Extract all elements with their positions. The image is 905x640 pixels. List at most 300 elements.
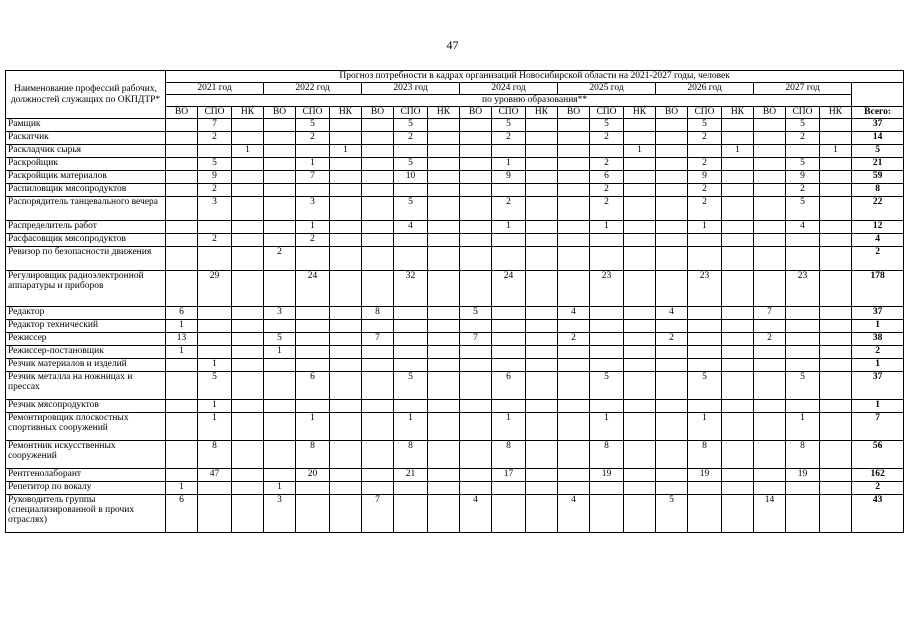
forecast-cell	[754, 441, 786, 469]
forecast-cell	[166, 171, 198, 184]
year-header: 2025 год	[558, 83, 656, 95]
forecast-cell	[362, 158, 394, 171]
forecast-cell	[624, 400, 656, 413]
forecast-cell	[330, 495, 362, 533]
forecast-cell	[428, 247, 460, 271]
forecast-cell	[296, 400, 330, 413]
forecast-cell	[264, 271, 296, 307]
forecast-cell	[362, 119, 394, 132]
forecast-cell	[460, 197, 492, 221]
forecast-cell	[492, 482, 526, 495]
profession-name: Раскладчик сырья	[6, 145, 166, 158]
profession-name: Резчик мясопродуктов	[6, 400, 166, 413]
forecast-cell	[394, 400, 428, 413]
forecast-cell	[264, 158, 296, 171]
forecast-cell	[656, 346, 688, 359]
forecast-cell	[526, 247, 558, 271]
level-header: ВО	[656, 107, 688, 119]
forecast-cell	[786, 320, 820, 333]
row-total: 5	[852, 145, 904, 158]
forecast-cell	[786, 145, 820, 158]
forecast-cell	[722, 359, 754, 372]
forecast-cell	[166, 234, 198, 247]
forecast-cell: 20	[296, 469, 330, 482]
forecast-cell	[232, 482, 264, 495]
forecast-cell: 1	[394, 413, 428, 441]
forecast-cell	[428, 197, 460, 221]
forecast-cell: 2	[198, 234, 232, 247]
forecast-cell: 1	[166, 320, 198, 333]
row-total: 21	[852, 158, 904, 171]
forecast-cell	[460, 372, 492, 400]
forecast-cell	[820, 247, 852, 271]
table-row	[6, 469, 904, 482]
forecast-cell: 1	[166, 346, 198, 359]
forecast-cell	[754, 221, 786, 234]
forecast-cell: 2	[296, 234, 330, 247]
forecast-cell	[754, 372, 786, 400]
forecast-cell	[330, 441, 362, 469]
table-title: Прогноз потребности в кадрах организаций Новосибирской области на 2021-2027 годы, человек	[166, 71, 904, 83]
year-header: 2026 год	[656, 83, 754, 95]
forecast-cell	[722, 234, 754, 247]
forecast-cell: 1	[330, 145, 362, 158]
forecast-cell	[232, 359, 264, 372]
forecast-cell	[820, 469, 852, 482]
forecast-cell	[166, 119, 198, 132]
forecast-cell	[820, 158, 852, 171]
forecast-cell	[264, 234, 296, 247]
forecast-cell	[624, 119, 656, 132]
table-row	[6, 197, 904, 221]
year-header: 2023 год	[362, 83, 460, 95]
level-header: ВО	[558, 107, 590, 119]
row-total: 2	[852, 247, 904, 271]
forecast-cell	[820, 372, 852, 400]
forecast-cell	[264, 119, 296, 132]
forecast-cell: 2	[198, 132, 232, 145]
forecast-cell	[722, 158, 754, 171]
forecast-cell	[460, 158, 492, 171]
forecast-cell	[526, 413, 558, 441]
forecast-cell	[232, 247, 264, 271]
forecast-cell: 5	[394, 158, 428, 171]
profession-name: Резчик металла на ножницах и прессах	[6, 372, 166, 400]
forecast-cell	[428, 234, 460, 247]
forecast-cell	[428, 132, 460, 145]
forecast-cell: 5	[656, 495, 688, 533]
forecast-cell	[656, 197, 688, 221]
profession-name: Регулировщик радиоэлектронной аппаратуры и приборов	[6, 271, 166, 307]
forecast-cell	[526, 145, 558, 158]
level-header: НК	[526, 107, 558, 119]
profession-name: Расфасовщик мясопродуктов	[6, 234, 166, 247]
forecast-cell: 8	[492, 441, 526, 469]
forecast-cell	[722, 271, 754, 307]
forecast-cell	[820, 413, 852, 441]
forecast-cell	[754, 132, 786, 145]
forecast-cell	[330, 372, 362, 400]
forecast-cell	[820, 482, 852, 495]
forecast-cell: 2	[590, 197, 624, 221]
forecast-cell	[656, 372, 688, 400]
profession-name: Рентгенолаборант	[6, 469, 166, 482]
forecast-cell: 21	[394, 469, 428, 482]
forecast-cell	[558, 132, 590, 145]
forecast-cell	[558, 197, 590, 221]
forecast-cell: 4	[460, 495, 492, 533]
table-row	[6, 158, 904, 171]
table-row	[6, 333, 904, 346]
profession-name: Ремонтник искусственных сооружений	[6, 441, 166, 469]
forecast-cell	[264, 320, 296, 333]
forecast-cell: 2	[590, 158, 624, 171]
forecast-cell	[624, 184, 656, 197]
forecast-cell: 1	[296, 221, 330, 234]
forecast-cell: 1	[624, 145, 656, 158]
forecast-cell	[624, 132, 656, 145]
forecast-cell: 2	[688, 132, 722, 145]
table-row	[6, 320, 904, 333]
forecast-cell	[688, 359, 722, 372]
forecast-cell: 1	[198, 359, 232, 372]
forecast-cell	[688, 495, 722, 533]
forecast-cell	[820, 271, 852, 307]
forecast-cell	[394, 234, 428, 247]
forecast-cell	[786, 495, 820, 533]
forecast-cell: 23	[786, 271, 820, 307]
forecast-cell	[558, 247, 590, 271]
forecast-cell	[232, 333, 264, 346]
forecast-cell	[296, 247, 330, 271]
forecast-cell: 1	[820, 145, 852, 158]
forecast-cell: 1	[492, 413, 526, 441]
forecast-cell	[428, 400, 460, 413]
forecast-cell	[820, 221, 852, 234]
forecast-cell: 4	[558, 495, 590, 533]
forecast-cell: 29	[198, 271, 232, 307]
forecast-cell	[656, 221, 688, 234]
row-total: 4	[852, 234, 904, 247]
forecast-cell: 6	[492, 372, 526, 400]
forecast-cell	[492, 346, 526, 359]
row-total: 12	[852, 221, 904, 234]
forecast-cell	[460, 441, 492, 469]
forecast-cell: 7	[198, 119, 232, 132]
forecast-cell	[492, 145, 526, 158]
forecast-cell	[166, 372, 198, 400]
forecast-cell	[590, 495, 624, 533]
forecast-cell	[656, 145, 688, 158]
forecast-cell: 8	[590, 441, 624, 469]
forecast-cell: 6	[166, 495, 198, 533]
forecast-cell: 9	[492, 171, 526, 184]
forecast-cell	[428, 119, 460, 132]
forecast-cell: 1	[264, 482, 296, 495]
table-body	[6, 119, 904, 533]
forecast-cell	[428, 171, 460, 184]
row-total: 14	[852, 132, 904, 145]
table-row	[6, 413, 904, 441]
table-row	[6, 171, 904, 184]
forecast-cell	[460, 145, 492, 158]
forecast-cell	[362, 359, 394, 372]
forecast-cell	[624, 482, 656, 495]
forecast-cell	[786, 482, 820, 495]
forecast-cell: 8	[394, 441, 428, 469]
forecast-cell	[754, 145, 786, 158]
forecast-cell: 2	[296, 132, 330, 145]
forecast-cell	[394, 307, 428, 320]
forecast-cell	[656, 119, 688, 132]
forecast-cell: 5	[394, 119, 428, 132]
forecast-cell	[558, 171, 590, 184]
forecast-cell	[754, 482, 786, 495]
forecast-cell: 47	[198, 469, 232, 482]
forecast-cell	[296, 482, 330, 495]
forecast-cell	[460, 320, 492, 333]
row-total: 7	[852, 413, 904, 441]
forecast-cell	[722, 413, 754, 441]
level-header: НК	[820, 107, 852, 119]
forecast-cell	[558, 145, 590, 158]
forecast-cell	[428, 271, 460, 307]
forecast-cell: 2	[394, 132, 428, 145]
table-row	[6, 221, 904, 234]
profession-name: Рамщик	[6, 119, 166, 132]
forecast-cell	[624, 307, 656, 320]
forecast-cell	[656, 271, 688, 307]
forecast-cell: 3	[296, 197, 330, 221]
forecast-cell	[624, 469, 656, 482]
profession-name: Раскройщик материалов	[6, 171, 166, 184]
forecast-cell	[428, 158, 460, 171]
row-total: 162	[852, 469, 904, 482]
forecast-cell	[232, 320, 264, 333]
table-row	[6, 400, 904, 413]
forecast-cell	[526, 333, 558, 346]
forecast-cell	[198, 221, 232, 234]
level-header: НК	[330, 107, 362, 119]
forecast-cell	[558, 271, 590, 307]
forecast-cell	[264, 132, 296, 145]
forecast-cell	[232, 307, 264, 320]
forecast-cell	[166, 158, 198, 171]
forecast-cell: 9	[786, 171, 820, 184]
forecast-cell	[820, 132, 852, 145]
row-total: 56	[852, 441, 904, 469]
forecast-cell	[590, 320, 624, 333]
forecast-cell	[786, 333, 820, 346]
forecast-cell	[624, 441, 656, 469]
forecast-cell: 8	[362, 307, 394, 320]
forecast-cell	[590, 359, 624, 372]
year-header: 2022 год	[264, 83, 362, 95]
forecast-cell	[166, 221, 198, 234]
forecast-cell	[754, 320, 786, 333]
forecast-cell	[558, 400, 590, 413]
forecast-cell	[362, 145, 394, 158]
forecast-cell	[624, 171, 656, 184]
forecast-cell	[264, 197, 296, 221]
profession-name: Режиссер	[6, 333, 166, 346]
forecast-cell	[590, 247, 624, 271]
forecast-cell	[820, 359, 852, 372]
profession-name: Распределитель работ	[6, 221, 166, 234]
forecast-cell: 2	[558, 333, 590, 346]
forecast-cell: 1	[296, 158, 330, 171]
forecast-cell	[394, 482, 428, 495]
forecast-cell: 5	[688, 119, 722, 132]
forecast-cell	[428, 359, 460, 372]
forecast-cell	[820, 171, 852, 184]
forecast-cell	[330, 184, 362, 197]
forecast-cell: 4	[394, 221, 428, 234]
forecast-cell: 23	[590, 271, 624, 307]
forecast-cell	[526, 271, 558, 307]
table-header	[6, 71, 904, 119]
forecast-cell	[330, 359, 362, 372]
table-row	[6, 372, 904, 400]
forecast-cell: 1	[722, 145, 754, 158]
forecast-cell	[590, 400, 624, 413]
total-header: Всего:	[852, 107, 904, 119]
forecast-cell: 1	[786, 413, 820, 441]
forecast-cell	[232, 119, 264, 132]
table-row	[6, 307, 904, 320]
forecast-cell	[362, 400, 394, 413]
profession-name: Руководитель группы (специализированной в прочих отраслях)	[6, 495, 166, 533]
forecast-cell	[296, 346, 330, 359]
forecast-cell: 7	[460, 333, 492, 346]
forecast-cell: 19	[590, 469, 624, 482]
forecast-cell	[330, 247, 362, 271]
forecast-cell	[198, 247, 232, 271]
forecast-cell	[624, 247, 656, 271]
forecast-cell	[754, 171, 786, 184]
forecast-cell	[460, 221, 492, 234]
forecast-cell: 3	[264, 307, 296, 320]
forecast-cell	[362, 413, 394, 441]
forecast-cell	[558, 372, 590, 400]
forecast-cell	[460, 469, 492, 482]
forecast-cell	[820, 333, 852, 346]
forecast-cell	[460, 400, 492, 413]
profession-name: Раскройщик	[6, 158, 166, 171]
forecast-cell	[624, 346, 656, 359]
forecast-cell	[330, 469, 362, 482]
education-level-header: по уровню образования**	[166, 95, 904, 107]
forecast-cell	[656, 400, 688, 413]
forecast-cell	[558, 234, 590, 247]
forecast-cell: 13	[166, 333, 198, 346]
forecast-cell: 24	[492, 271, 526, 307]
forecast-cell	[362, 132, 394, 145]
forecast-cell	[264, 184, 296, 197]
forecast-cell	[362, 482, 394, 495]
forecast-cell	[428, 346, 460, 359]
forecast-cell	[232, 132, 264, 145]
forecast-cell	[198, 333, 232, 346]
forecast-cell	[688, 247, 722, 271]
forecast-cell	[428, 469, 460, 482]
forecast-cell	[166, 441, 198, 469]
forecast-cell	[232, 400, 264, 413]
forecast-cell	[558, 158, 590, 171]
level-header: ВО	[754, 107, 786, 119]
forecast-cell: 2	[492, 197, 526, 221]
forecast-cell	[394, 184, 428, 197]
forecast-cell	[754, 234, 786, 247]
forecast-cell: 1	[198, 413, 232, 441]
forecast-cell	[166, 271, 198, 307]
forecast-cell	[656, 482, 688, 495]
forecast-cell: 5	[394, 197, 428, 221]
forecast-cell	[232, 221, 264, 234]
profession-name: Ревизор по безопасности движения	[6, 247, 166, 271]
forecast-cell	[526, 119, 558, 132]
forecast-cell	[330, 221, 362, 234]
forecast-cell	[526, 234, 558, 247]
forecast-cell	[330, 307, 362, 320]
forecast-cell	[264, 171, 296, 184]
forecast-cell	[492, 184, 526, 197]
forecast-cell	[722, 184, 754, 197]
forecast-cell	[558, 346, 590, 359]
forecast-cell	[754, 158, 786, 171]
forecast-cell: 7	[362, 333, 394, 346]
forecast-cell	[428, 413, 460, 441]
forecast-cell	[820, 197, 852, 221]
forecast-cell	[330, 132, 362, 145]
forecast-cell	[624, 413, 656, 441]
level-header: НК	[428, 107, 460, 119]
level-header: СПО	[590, 107, 624, 119]
forecast-cell	[820, 307, 852, 320]
forecast-cell	[232, 469, 264, 482]
profession-name: Резчик материалов и изделий	[6, 359, 166, 372]
table-row	[6, 119, 904, 132]
row-total: 22	[852, 197, 904, 221]
forecast-cell	[722, 346, 754, 359]
forecast-cell: 2	[688, 184, 722, 197]
forecast-cell: 1	[590, 221, 624, 234]
forecast-cell	[460, 119, 492, 132]
forecast-cell	[232, 271, 264, 307]
forecast-cell	[688, 346, 722, 359]
forecast-cell: 2	[786, 132, 820, 145]
forecast-cell	[754, 119, 786, 132]
forecast-cell	[526, 158, 558, 171]
forecast-cell: 1	[232, 145, 264, 158]
forecast-cell: 2	[656, 333, 688, 346]
forecast-cell	[656, 234, 688, 247]
forecast-cell	[624, 359, 656, 372]
row-total: 1	[852, 359, 904, 372]
forecast-cell	[166, 197, 198, 221]
forecast-cell	[526, 221, 558, 234]
forecast-cell: 2	[492, 132, 526, 145]
forecast-cell	[330, 119, 362, 132]
forecast-cell	[232, 197, 264, 221]
profession-name: Раскатчик	[6, 132, 166, 145]
forecast-cell	[624, 197, 656, 221]
forecast-cell	[624, 158, 656, 171]
forecast-cell: 7	[296, 171, 330, 184]
forecast-cell	[460, 482, 492, 495]
profession-name: Редактор	[6, 307, 166, 320]
forecast-cell	[296, 495, 330, 533]
